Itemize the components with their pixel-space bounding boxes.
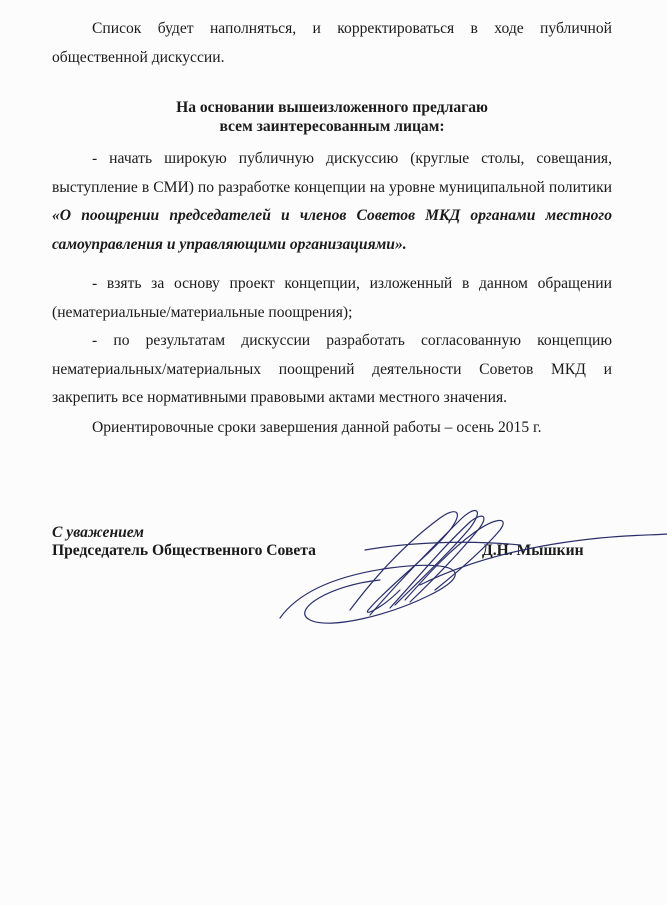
concept-title-emphasis: «О поощрении председателей и членов Советов МКД органами местного самоуправления и управляющими организациями».	[52, 207, 612, 253]
closing-phrase: С уважением	[52, 524, 144, 541]
proposal-heading-line-1: На основании вышеизложенного предлагаю	[176, 99, 488, 116]
proposal-item-1	[52, 145, 612, 259]
proposal-item-1-text: - начать широкую публичную дискуссию (круглые столы, совещания, выступление в СМИ) по разработке концепции на уровне муниципальной политики	[52, 150, 612, 196]
proposal-heading-line-2: всем заинтересованным лицам:	[219, 118, 445, 135]
signatory-position: Председатель Общественного Совета	[52, 542, 316, 559]
proposal-item-2: - взять за основу проект концепции, изложенный в данном обращении (нематериальные/материальные поощрения);	[52, 275, 612, 321]
deadline-paragraph: Ориентировочные сроки завершения данной работы – осень 2015 г.	[92, 419, 542, 436]
signatory-name: Д.Н. Мышкин	[482, 542, 584, 559]
paragraph-list-note: Список будет наполняться, и корректироваться в ходе публичной общественной дискуссии.	[52, 20, 612, 66]
proposal-item-3: - по результатам дискуссии разработать согласованную концепцию нематериальных/материальных поощрений деятельности Советов МКД и закрепить все нормативными правовыми актами местного значения.	[52, 332, 612, 406]
handwritten-signature	[270, 490, 667, 640]
proposal-heading	[52, 98, 612, 136]
